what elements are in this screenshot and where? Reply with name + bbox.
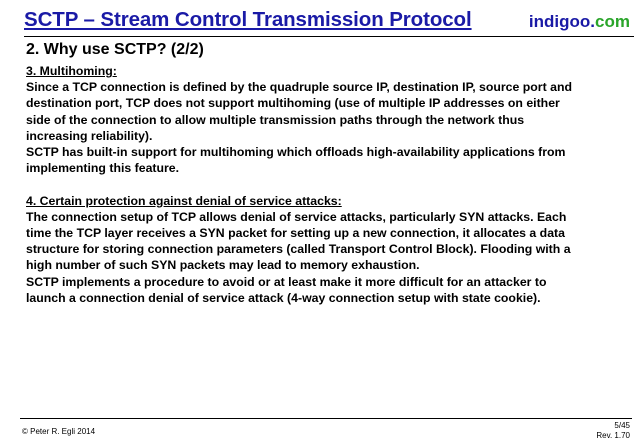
brand-logo bbox=[529, 12, 630, 32]
revision-number: Rev. 1.70 bbox=[596, 431, 630, 440]
dos-line: SCTP implements a procedure to avoid or at least make it more difficult for an attacker to bbox=[26, 274, 547, 289]
multihoming-line: increasing reliability). bbox=[26, 128, 153, 143]
multihoming-line: implementing this feature. bbox=[26, 161, 180, 176]
dos-line: time the TCP layer receives a SYN packet for setting up a new connection, it allocates a data bbox=[26, 226, 565, 241]
page-number: 5/45 bbox=[614, 421, 630, 430]
multihoming-line: Since a TCP connection is defined by the quadruple source IP, destination IP, source port and bbox=[26, 80, 572, 95]
brand-tld: com bbox=[595, 12, 630, 31]
dos-line: launch a connection denial of service attack (4-way connection setup with state cookie). bbox=[26, 290, 541, 305]
brand-name: indigoo bbox=[528, 12, 591, 31]
dos-line: high number of such SYN packets may lead to memory exhaustion. bbox=[26, 258, 420, 273]
page-info bbox=[596, 421, 630, 441]
multihoming-line: side of the connection to allow multiple transmission paths through the network thus bbox=[26, 112, 525, 127]
multihoming-line: destination port, TCP does not support multihoming (use of multiple IP addresses on either bbox=[26, 96, 560, 111]
multihoming-line: SCTP has built-in support for multihoming which offloads high-availability applications from bbox=[26, 145, 566, 160]
slide-content bbox=[26, 40, 622, 306]
brand-dot: . bbox=[590, 12, 596, 31]
section-title: 2. Why use SCTP? (2/2) bbox=[26, 41, 204, 58]
dos-line: structure for storing connection parameters (called Transport Control Block). Flooding with a bbox=[26, 242, 571, 257]
copyright-notice: © Peter R. Egli 2014 bbox=[22, 427, 96, 436]
footer-divider bbox=[20, 418, 632, 419]
dos-line: The connection setup of TCP allows denial of service attacks, particularly SYN attacks. Each bbox=[26, 209, 567, 224]
dos-heading: 4. Certain protection against denial of service attacks: bbox=[26, 193, 342, 208]
slide-title: SCTP – Stream Control Transmission Protocol bbox=[24, 8, 472, 31]
multihoming-heading: 3. Multihoming: bbox=[26, 64, 117, 78]
header-divider bbox=[24, 36, 634, 37]
paragraph-gap bbox=[26, 176, 622, 192]
